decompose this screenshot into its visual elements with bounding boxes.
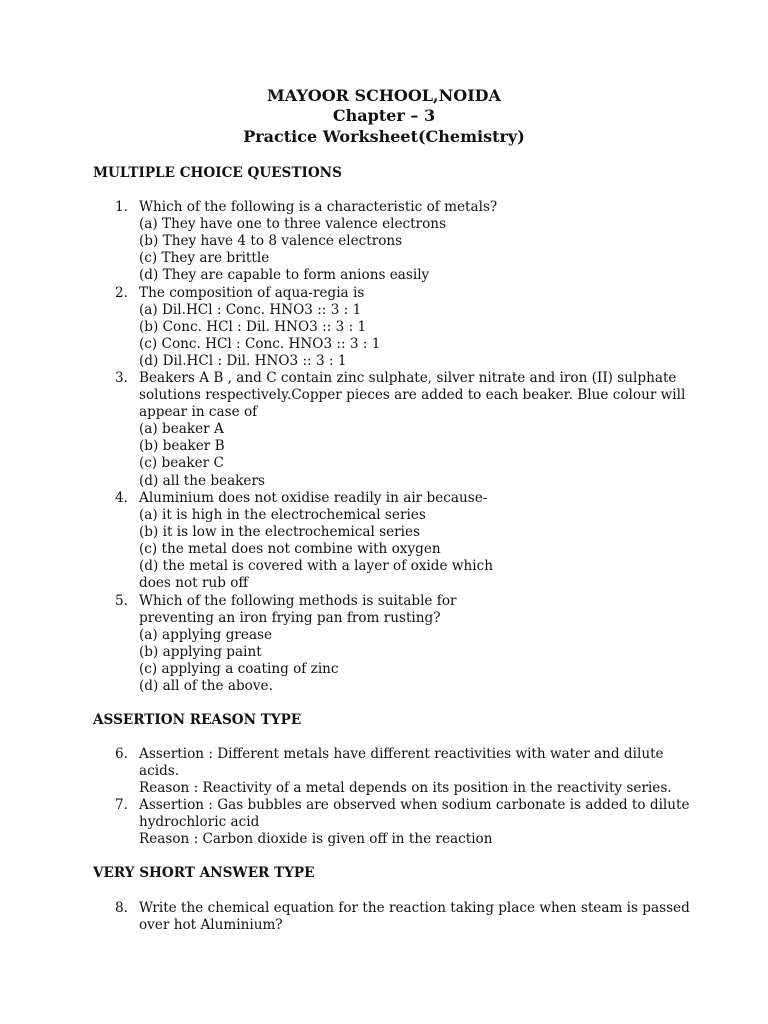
question-3 <box>115 370 686 490</box>
option-a: (a) it is high in the electrochemical series <box>139 507 426 524</box>
option-c: (c) beaker C <box>139 455 224 472</box>
school-name: MAYOOR SCHOOL,NOIDA <box>267 86 501 105</box>
option-a: (a) Dil.HCl : Conc. HNO3 :: 3 : 1 <box>139 302 362 319</box>
option-c: (c) the metal does not combine with oxygen <box>139 541 441 558</box>
assertion-text: Assertion : Gas bubbles are observed when sodium carbonate is added to dilute <box>139 797 690 813</box>
question-text: appear in case of <box>139 404 258 421</box>
question-5 <box>115 593 675 696</box>
option-b: (b) it is low in the electrochemical series <box>139 524 421 541</box>
assertion-text: hydrochloric acid <box>139 814 260 831</box>
option-d: (d) the metal is covered with a layer of oxide which <box>139 558 493 575</box>
question-text: Write the chemical equation for the reaction taking place when steam is passed <box>139 900 690 916</box>
section-title-assertion: ASSERTION REASON TYPE <box>93 712 302 728</box>
assertion-text: acids. <box>139 763 180 780</box>
question-1 <box>115 199 675 284</box>
assertion-text: Assertion : Different metals have different reactivities with water and dilute <box>139 746 664 762</box>
question-text: preventing an iron frying pan from rusting? <box>139 610 441 627</box>
option-c: (c) applying a coating of zinc <box>139 661 339 678</box>
section-title-vsa: VERY SHORT ANSWER TYPE <box>93 865 315 881</box>
question-text: solutions respectively.Copper pieces are added to each beaker. Blue colour will <box>139 387 686 404</box>
question-text: Which of the following is a characteristic of metals? <box>139 199 498 215</box>
question-number: 6. <box>115 746 128 762</box>
question-number: 8. <box>115 900 128 916</box>
option-b: (b) beaker B <box>139 438 225 455</box>
question-text: over hot Aluminium? <box>139 917 283 934</box>
option-a: (a) beaker A <box>139 421 224 438</box>
worksheet-header <box>0 86 768 147</box>
question-text: Beakers A B , and C contain zinc sulphate, silver nitrate and iron (II) sulphate <box>139 370 677 386</box>
option-b: (b) Conc. HCl : Dil. HNO3 :: 3 : 1 <box>139 319 367 336</box>
section-title-mcq: MULTIPLE CHOICE QUESTIONS <box>93 165 342 181</box>
option-d: (d) all the beakers <box>139 472 265 489</box>
question-7 <box>115 797 690 848</box>
reason-text: Reason : Reactivity of a metal depends on its position in the reactivity series. <box>139 780 672 797</box>
question-text: Which of the following methods is suitable for <box>139 593 457 609</box>
option-b: (b) They have 4 to 8 valence electrons <box>139 233 403 250</box>
option-d-continued: does not rub off <box>139 575 249 592</box>
option-d: (d) Dil.HCl : Dil. HNO3 :: 3 : 1 <box>139 353 347 370</box>
option-a: (a) applying grease <box>139 627 273 644</box>
question-text: The composition of aqua-regia is <box>139 285 365 301</box>
question-number: 1. <box>115 199 128 215</box>
question-2 <box>115 285 675 370</box>
option-c: (c) Conc. HCl : Conc. HNO3 :: 3 : 1 <box>139 336 381 353</box>
question-number: 5. <box>115 593 128 609</box>
question-4 <box>115 490 675 593</box>
question-number: 7. <box>115 797 128 813</box>
question-text: Aluminium does not oxidise readily in air because- <box>139 490 488 506</box>
question-number: 4. <box>115 490 128 506</box>
worksheet-title: Practice Worksheet(Chemistry) <box>243 126 525 146</box>
question-8 <box>115 900 690 934</box>
option-c: (c) They are brittle <box>139 250 270 267</box>
option-b: (b) applying paint <box>139 644 262 661</box>
question-number: 3. <box>115 370 128 386</box>
question-number: 2. <box>115 285 128 301</box>
chapter-title: Chapter – 3 <box>332 106 436 126</box>
option-d: (d) all of the above. <box>139 678 273 695</box>
question-6 <box>115 746 675 797</box>
reason-text: Reason : Carbon dioxide is given off in the reaction <box>139 831 493 848</box>
option-a: (a) They have one to three valence electrons <box>139 216 447 233</box>
option-d: (d) They are capable to form anions easily <box>139 267 430 284</box>
